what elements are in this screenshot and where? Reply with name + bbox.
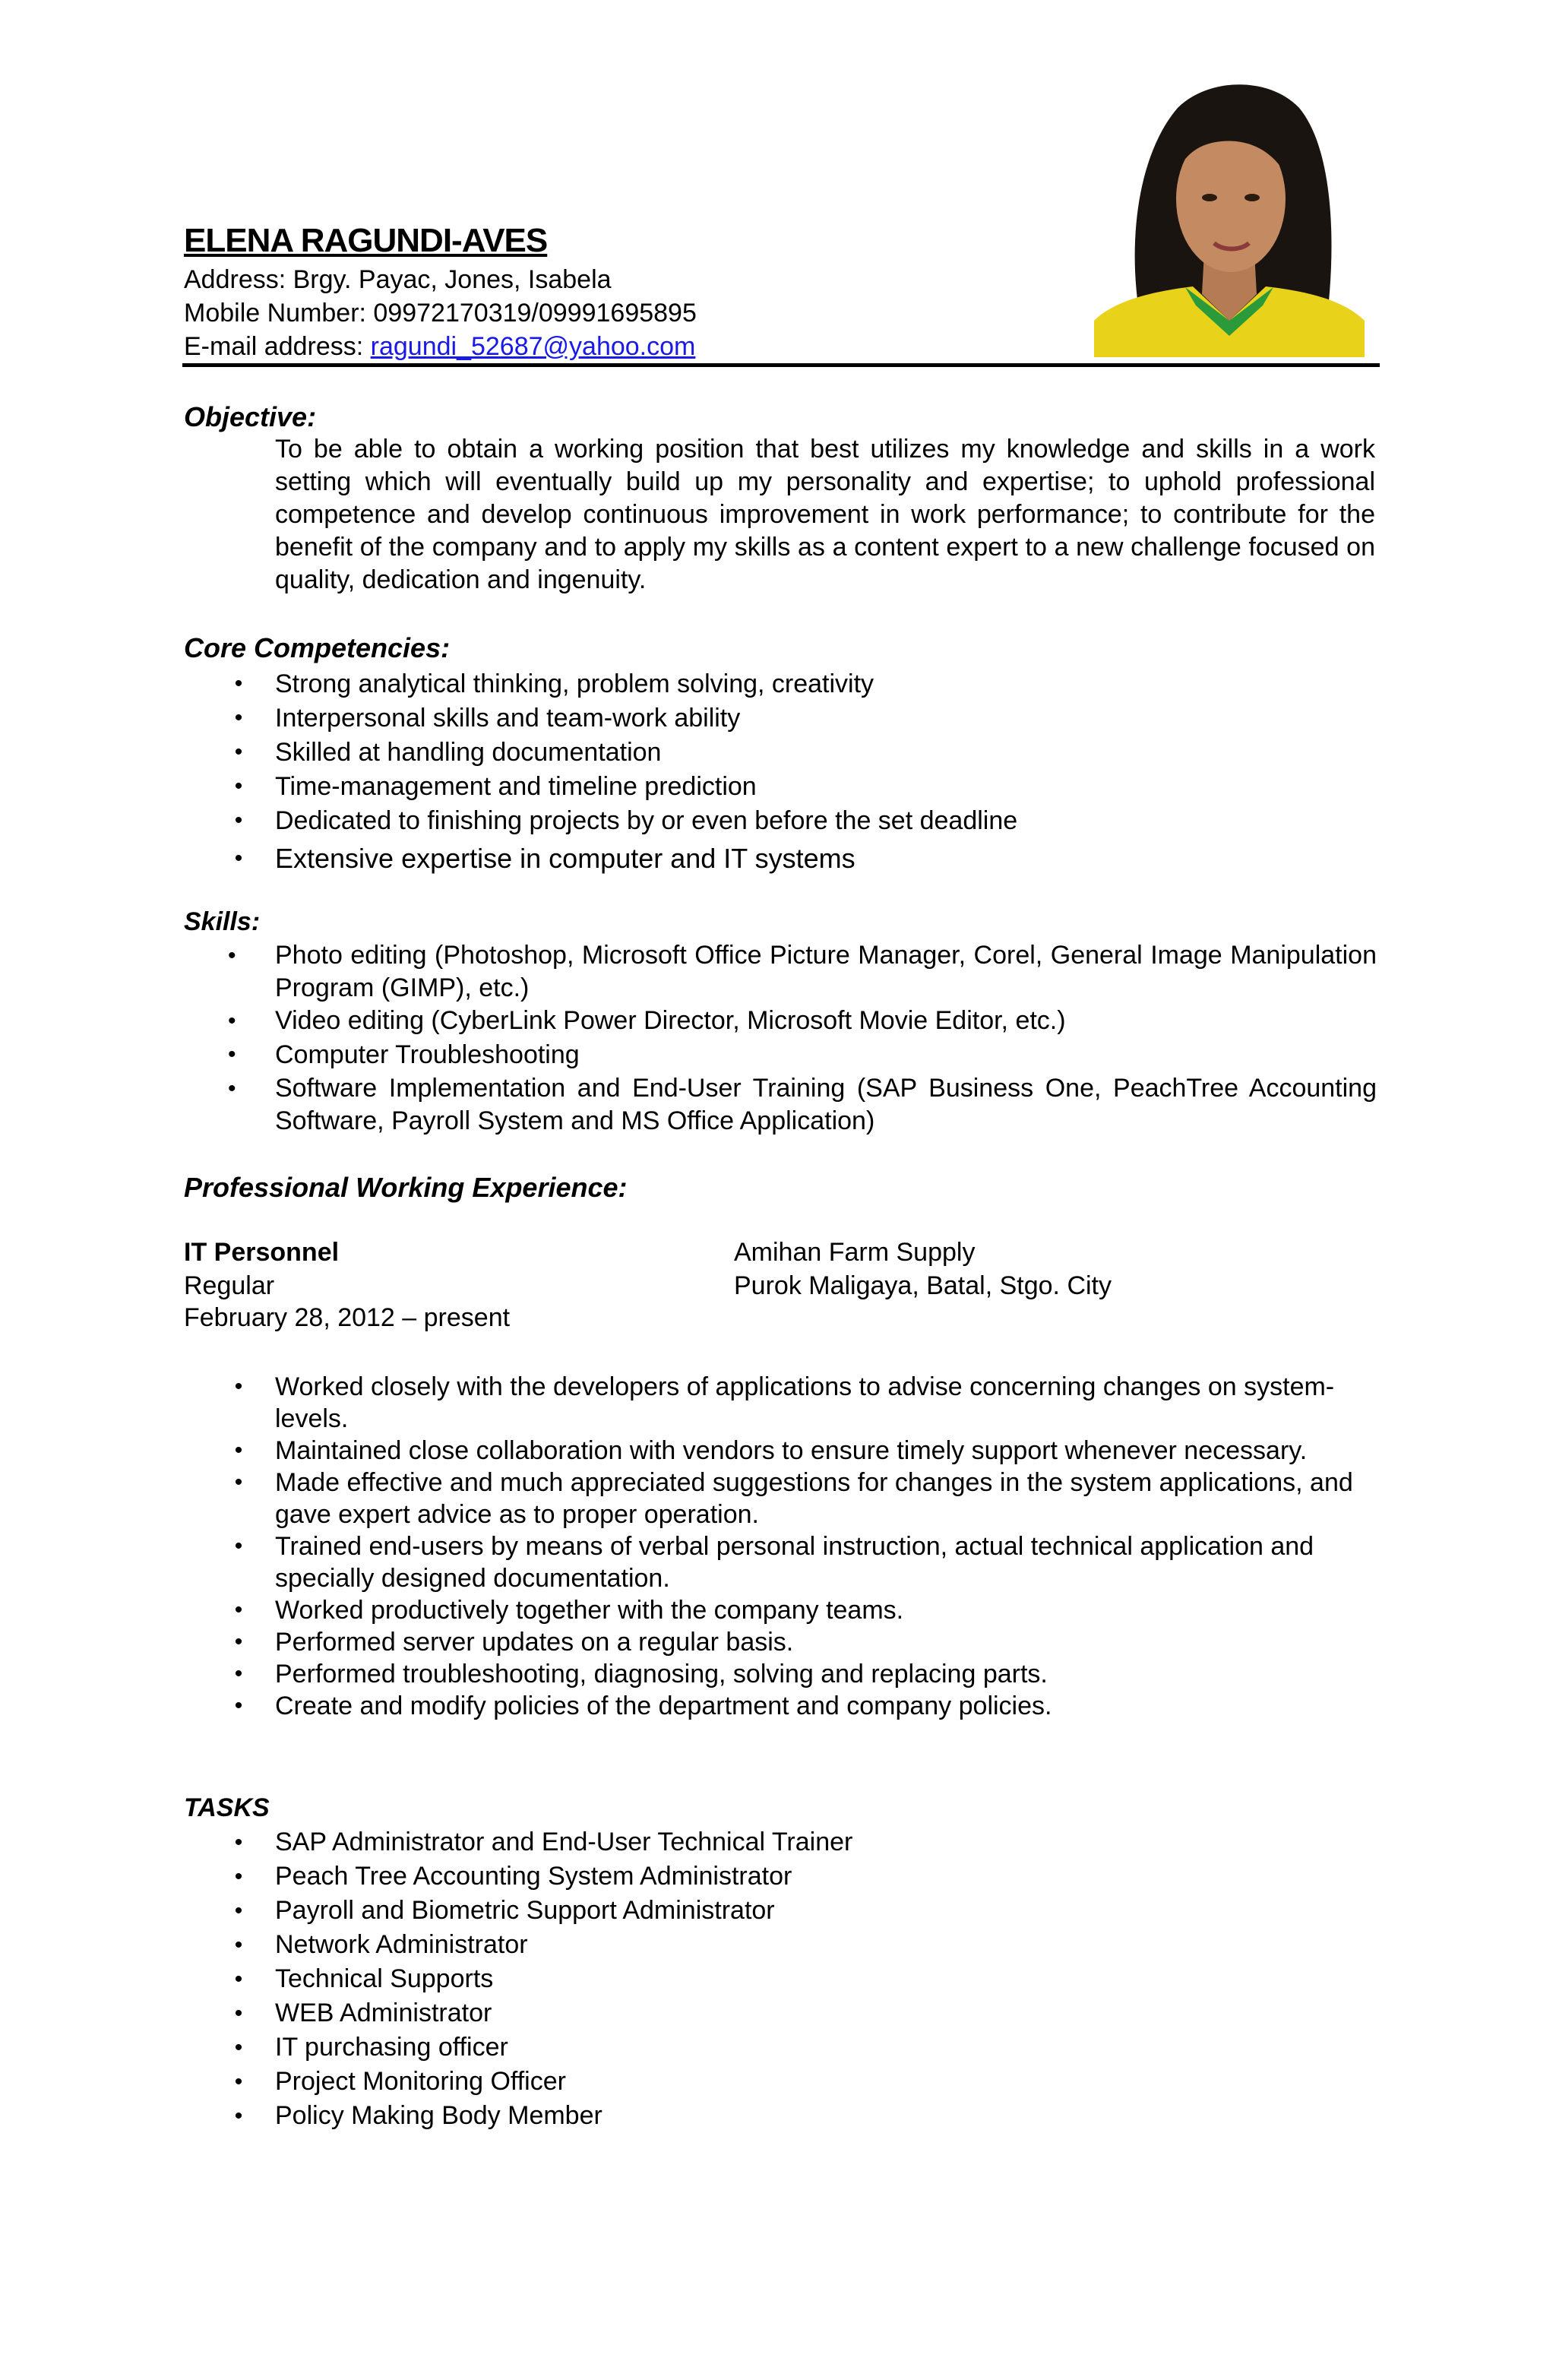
profile-photo [1094,70,1365,357]
list-item-text: Made effective and much appreciated suggestions for changes in the system applications, and gave expert advice as to proper operation. [275,1468,1353,1529]
address: Address: Brgy. Payac, Jones, Isabela [184,265,612,294]
bullet-icon: • [228,1042,236,1067]
bullet-icon: • [228,1008,236,1033]
job-title: IT Personnel [184,1238,340,1267]
objective-heading: Objective: [184,401,317,432]
bullet-icon: • [234,1932,243,1957]
list-item-text: Skilled at handling documentation [275,738,662,767]
tasks-heading: TASKS [184,1793,270,1822]
bullet-icon: • [234,739,243,764]
list-item [234,1658,1362,1690]
bullet-icon: • [234,1898,243,1923]
list-item [234,2099,1377,2133]
list-item [234,842,1377,876]
list-item [234,1962,1377,1996]
list-item-text: WEB Administrator [275,1999,492,2027]
applicant-name: ELENA RAGUNDI-AVES [184,222,548,259]
list-item-text: Technical Supports [275,1964,494,1993]
list-item-text: Extensive expertise in computer and IT systems [275,843,855,874]
email-link[interactable]: ragundi_52687@yahoo.com [370,332,696,361]
bullet-icon: • [234,808,243,833]
experience-heading: Professional Working Experience: [184,1172,628,1203]
list-item [234,2030,1377,2065]
list-item-text: IT purchasing officer [275,2033,508,2062]
skills-list [228,939,1377,1138]
list-item [234,1626,1362,1658]
bullet-icon: • [234,1533,243,1559]
list-item-text: Video editing (CyberLink Power Director, Microsoft Movie Editor, etc.) [275,1006,1066,1035]
bullet-icon: • [234,774,243,799]
bullet-icon: • [234,1864,243,1889]
list-item-text: Worked closely with the developers of applications to advise concerning changes on system-levels. [275,1372,1335,1433]
bullet-icon: • [234,1629,243,1654]
list-item [228,939,1377,1005]
bullet-icon: • [234,2069,243,2094]
bullet-icon: • [234,1967,243,1992]
list-item-text: SAP Administrator and End-User Technical Trainer [275,1828,853,1856]
list-item-text: Interpersonal skills and team-work ability [275,704,741,733]
list-item [234,1435,1362,1467]
bullet-icon: • [234,1438,243,1463]
bullet-icon: • [234,846,243,871]
list-item-text: Policy Making Body Member [275,2101,602,2130]
list-item-text: Performed server updates on a regular basis. [275,1628,794,1657]
bullet-icon: • [234,1597,243,1622]
mobile-number: Mobile Number: 09972170319/09991695895 [184,299,697,328]
skills-heading: Skills: [184,907,261,936]
list-item-text: Payroll and Biometric Support Administrator [275,1896,775,1925]
bullet-icon: • [234,1693,243,1718]
list-item-text: Create and modify policies of the department and company policies. [275,1692,1052,1720]
bullet-icon: • [234,1661,243,1686]
bullet-icon: • [234,2001,243,2026]
list-item [234,1825,1377,1859]
list-item [234,1467,1362,1530]
list-item-text: Dedicated to finishing projects by or even before the set deadline [275,806,1018,835]
list-item [234,1371,1362,1435]
list-item [234,770,1377,804]
list-item [234,1859,1377,1894]
list-item [234,667,1377,701]
company-location: Purok Maligaya, Batal, Stgo. City [734,1271,1112,1300]
list-item-text: Strong analytical thinking, problem solving, creativity [275,669,874,698]
bullet-icon: • [234,2103,243,2128]
list-item-text: Worked productively together with the company teams. [275,1596,904,1625]
bullet-icon: • [234,2035,243,2060]
list-item-text: Photo editing (Photoshop, Microsoft Office Picture Manager, Corel, General Image Manipulation Program (GIMP), etc.) [275,941,1377,1002]
bullet-icon: • [228,943,236,968]
list-item-text: Maintained close collaboration with vendors to ensure timely support whenever necessary. [275,1436,1308,1465]
list-item-text: Project Monitoring Officer [275,2067,566,2096]
core-competencies-heading: Core Competencies: [184,632,451,663]
bullet-icon: • [234,1374,243,1399]
list-item [234,1894,1377,1928]
bullet-icon: • [234,671,243,696]
tasks-list [234,1825,1377,2133]
experience-list [234,1371,1362,1722]
list-item [234,804,1377,842]
list-item [234,1530,1362,1594]
list-item-text: Peach Tree Accounting System Administrator [275,1862,792,1891]
header-divider [182,363,1380,367]
list-item-text: Computer Troubleshooting [275,1040,580,1069]
list-item-text: Trained end-users by means of verbal personal instruction, actual technical application and specially designed documentation. [275,1532,1314,1593]
bullet-icon: • [234,1470,243,1495]
list-item-text: Network Administrator [275,1930,528,1959]
list-item-text: Performed troubleshooting, diagnosing, solving and replacing parts. [275,1660,1048,1688]
objective-text: To be able to obtain a working position that best utilizes my knowledge and skills in a work setting which will eventually build up my personality and expertise; to uphold professional competence and develop continuous improvement in work performance; to contribute for the benefit of the company and to apply my skills as a content expert to a new challenge focused on quality, dedication and ingenuity. [275,435,1375,594]
list-item [234,1690,1362,1722]
bullet-icon: • [228,1076,236,1101]
list-item-text: Software Implementation and End-User Training (SAP Business One, PeachTree Accounting Software, Payroll System and MS Office Application) [275,1074,1377,1135]
list-item [234,701,1377,736]
email-label: E-mail address: [184,332,371,361]
list-item [234,1928,1377,1962]
list-item [234,1996,1377,2030]
company-name: Amihan Farm Supply [734,1238,976,1267]
list-item [228,1037,1377,1072]
employment-dates: February 28, 2012 – present [184,1303,511,1332]
list-item [234,2065,1377,2099]
email-line [184,330,695,363]
list-item [228,1005,1377,1037]
bullet-icon: • [234,705,243,730]
employment-status: Regular [184,1271,275,1300]
core-competencies-list [234,667,1377,876]
bullet-icon: • [234,1830,243,1855]
list-item [234,1594,1362,1626]
list-item [228,1072,1377,1138]
list-item-text: Time-management and timeline prediction [275,772,757,801]
list-item [234,736,1377,770]
